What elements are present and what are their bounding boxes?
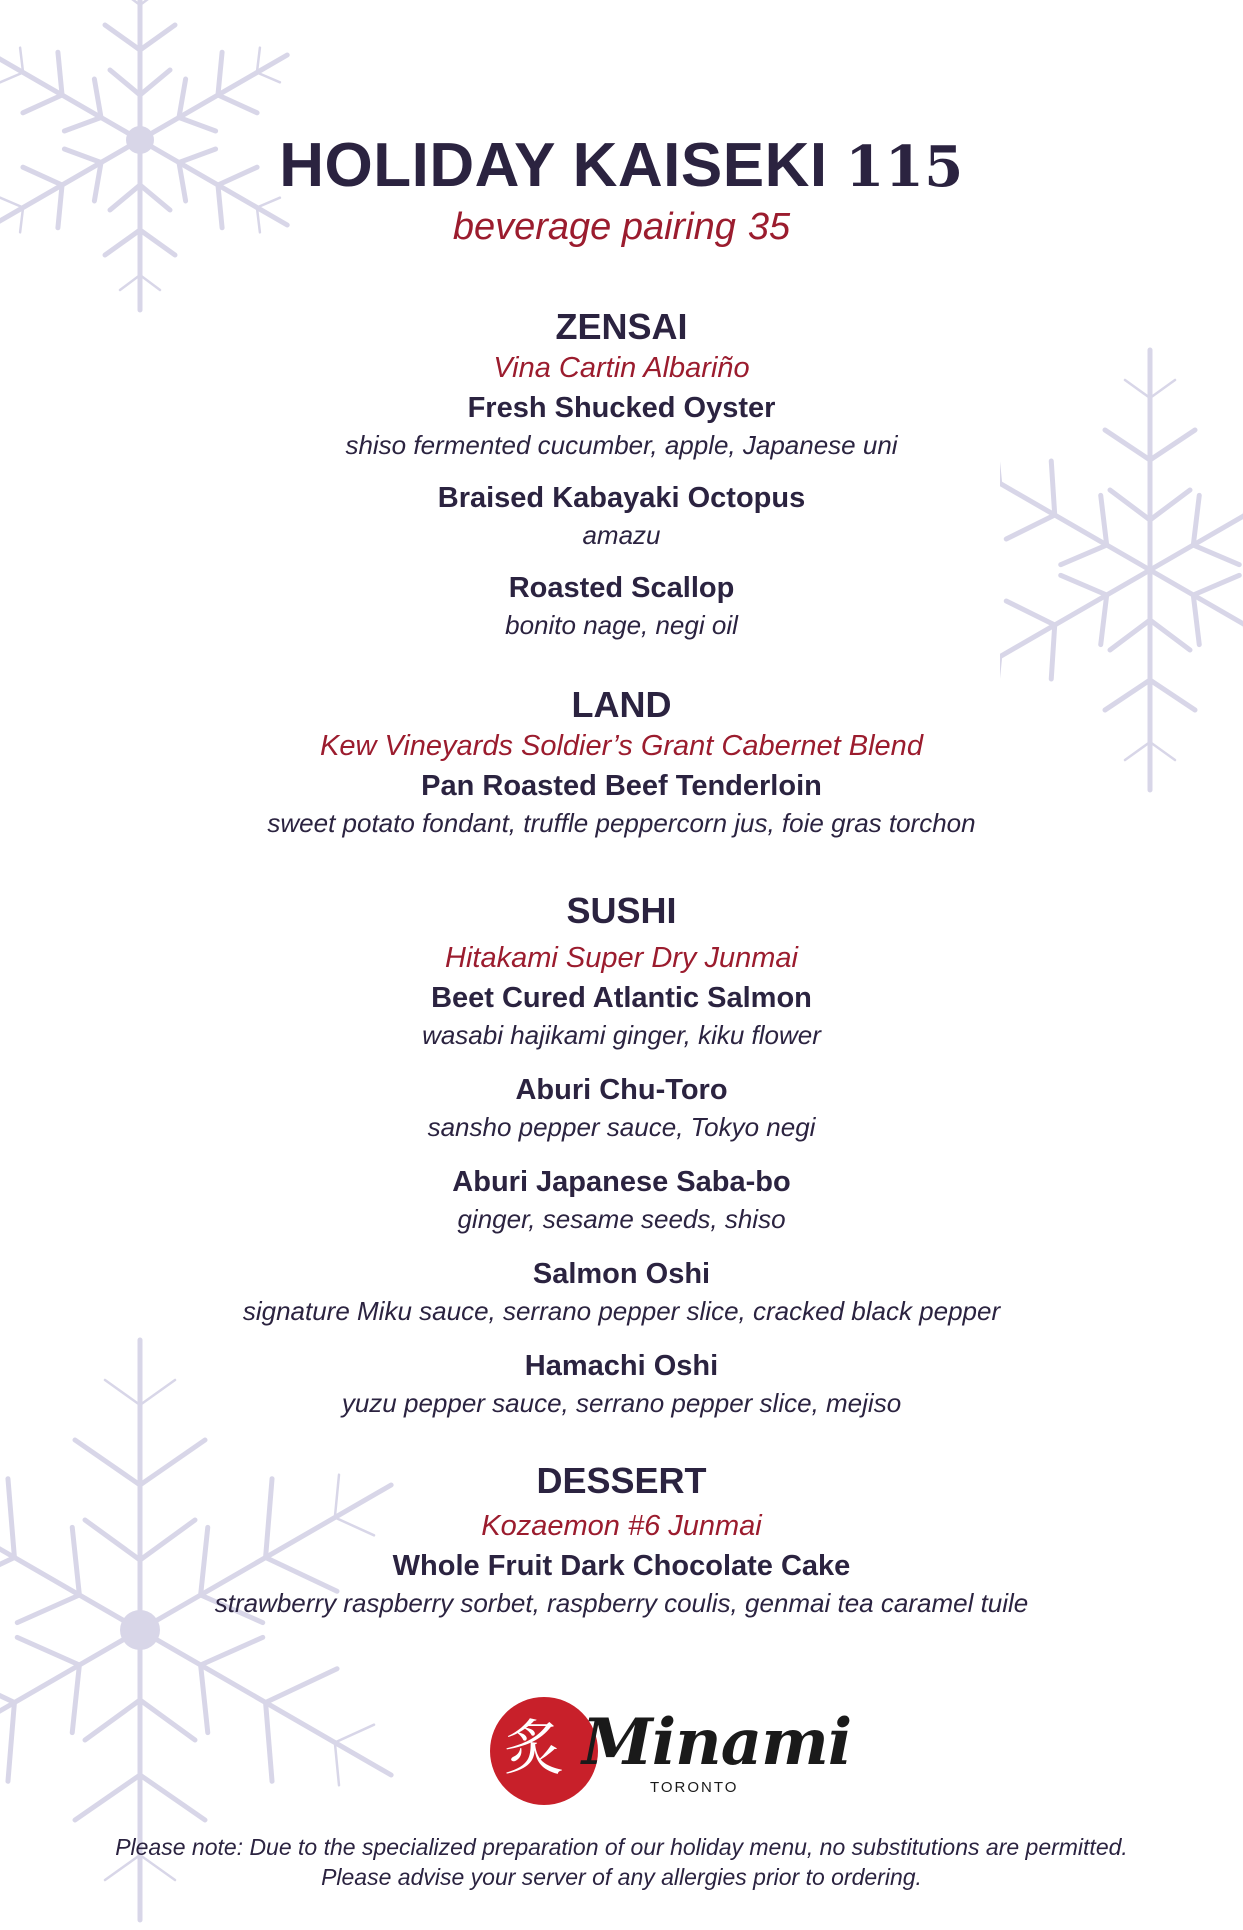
logo-kanji: 炙 [504, 1714, 564, 1784]
section-sushi [0, 889, 1243, 1421]
section-title: SUSHI [566, 890, 677, 931]
dish [0, 767, 1243, 841]
section-zensai [0, 305, 1243, 643]
section-title: LAND [571, 684, 672, 725]
dish-name: Pan Roasted Beef Tenderloin [421, 770, 822, 802]
dish-description: bonito nage, negi oil [505, 610, 738, 640]
section-title: DESSERT [536, 1460, 707, 1501]
dish [0, 1255, 1243, 1329]
dish [0, 569, 1243, 643]
dish-description: shiso fermented cucumber, apple, Japanese uni [345, 430, 898, 460]
dish [0, 979, 1243, 1053]
dish-name: Roasted Scallop [508, 572, 735, 604]
dish-description: sansho pepper sauce, Tokyo negi [427, 1112, 816, 1142]
dish [0, 1347, 1243, 1421]
section-dessert [0, 1459, 1243, 1621]
dish-name: Beet Cured Atlantic Salmon [431, 982, 812, 1014]
dish [0, 1071, 1243, 1145]
beverage-pairing [0, 203, 1243, 251]
dish-description: amazu [582, 520, 661, 550]
menu-title [0, 128, 1243, 205]
minami-logo-icon [490, 1697, 852, 1807]
dish [0, 1547, 1243, 1621]
wine-pairing: Kozaemon #6 Junmai [481, 1510, 762, 1542]
dish-name: Whole Fruit Dark Chocolate Cake [392, 1550, 851, 1582]
dish-name: Aburi Japanese Saba-bo [452, 1166, 791, 1198]
wine-pairing: Vina Cartin Albariño [493, 352, 750, 384]
dish-description: strawberry raspberry sorbet, raspberry coulis, genmai tea caramel tuile [214, 1588, 1029, 1618]
dish-name: Salmon Oshi [532, 1258, 711, 1290]
dish-name: Hamachi Oshi [524, 1350, 719, 1382]
dish-description: signature Miku sauce, serrano pepper slice, cracked black pepper [242, 1296, 1001, 1326]
pairing-label: beverage pairing [452, 206, 736, 248]
dish-name: Fresh Shucked Oyster [467, 392, 776, 424]
dish-name: Aburi Chu-Toro [515, 1074, 728, 1106]
footer-note [0, 1832, 1243, 1892]
dish [0, 389, 1243, 463]
dish-description: sweet potato fondant, truffle peppercorn jus, foie gras torchon [267, 808, 976, 838]
dish-description: yuzu pepper sauce, serrano pepper slice, mejiso [341, 1388, 902, 1418]
logo-wordmark: Minami [582, 1705, 852, 1780]
menu-price: 115 [845, 134, 964, 200]
logo-location: TORONTO [650, 1779, 739, 1796]
dish-description: wasabi hajikami ginger, kiku flower [422, 1020, 821, 1050]
footer-note-line-2: Please advise your server of any allergies prior to ordering. [321, 1864, 922, 1890]
menu-header [0, 128, 1243, 251]
section-land [0, 683, 1243, 841]
section-title: ZENSAI [555, 306, 688, 347]
menu-body [0, 305, 1243, 1621]
footer-note-line-1: Please note: Due to the specialized preparation of our holiday menu, no substitutions are permitted. [115, 1834, 1128, 1860]
pairing-price: 35 [747, 206, 791, 248]
menu-title-text: HOLIDAY KAISEKI [279, 131, 828, 200]
dish-name: Braised Kabayaki Octopus [437, 482, 806, 514]
wine-pairing: Hitakami Super Dry Junmai [445, 942, 798, 974]
dish [0, 479, 1243, 553]
dish [0, 1163, 1243, 1237]
wine-pairing: Kew Vineyards Soldier’s Grant Cabernet Blend [320, 730, 923, 762]
dish-description: ginger, sesame seeds, shiso [457, 1204, 786, 1234]
